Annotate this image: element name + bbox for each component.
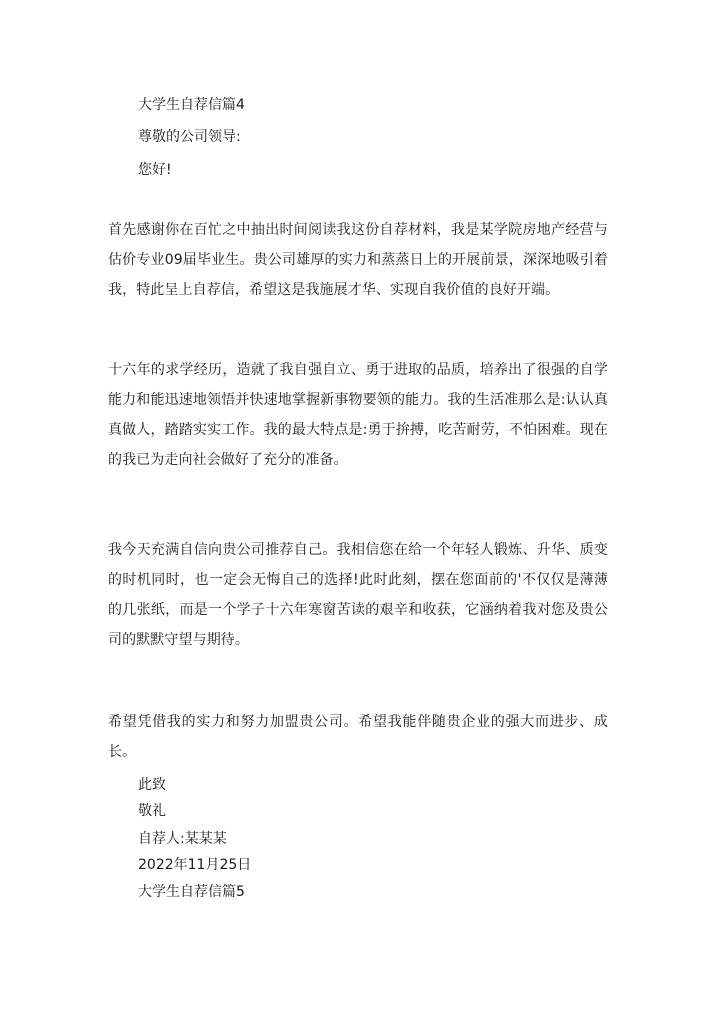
body-paragraph: 首先感谢你在百忙之中抽出时间阅读我这份自荐材料，我是某学院房地产经营与估价专业09届毕业生。贵公司雄厚的实力和蒸蒸日上的开展前景，深深地吸引着我，特此呈上自荐信，希望这是我施展才华、实现自我价值的良好开端。 [108, 222, 608, 298]
closing-line: 此致 [138, 777, 166, 793]
body-paragraph: 我今天充满自信向贵公司推荐自己。我相信您在给一个年轻人锻炼、升华、质变的时机同时，也一定会无悔自己的选择!此时此刻，摆在您面前的'不仅仅是薄薄的几张纸，而是一个学子十六年寒窗苦读的艰辛和收获，它涵纳着我对您及贵公司的默默守望与期待。 [108, 542, 608, 648]
salutation: 尊敬的公司领导: [138, 129, 241, 145]
body-paragraph: 希望凭借我的实力和努力加盟贵公司。希望我能伴随贵企业的强大而进步、成长。 [108, 714, 608, 760]
greeting: 您好! [138, 162, 172, 178]
closing-line: 敬礼 [138, 803, 166, 819]
signature-line: 自荐人:某某某 [138, 831, 227, 847]
body-paragraph: 十六年的求学经历，造就了我自强自立、勇于进取的品质，培养出了很强的自学能力和能迅速地领悟并快速地掌握新事物要领的能力。我的生活准那么是:认认真真做人，踏踏实实工作。我的最大特点是:勇于拚搏，吃苦耐劳，不怕困难。现在的我已为走向社会做好了充分的准备。 [108, 362, 608, 468]
next-heading: 大学生自荐信篇5 [138, 884, 245, 900]
date-line: 2022年11月25日 [138, 857, 252, 873]
document-heading: 大学生自荐信篇4 [138, 97, 245, 113]
